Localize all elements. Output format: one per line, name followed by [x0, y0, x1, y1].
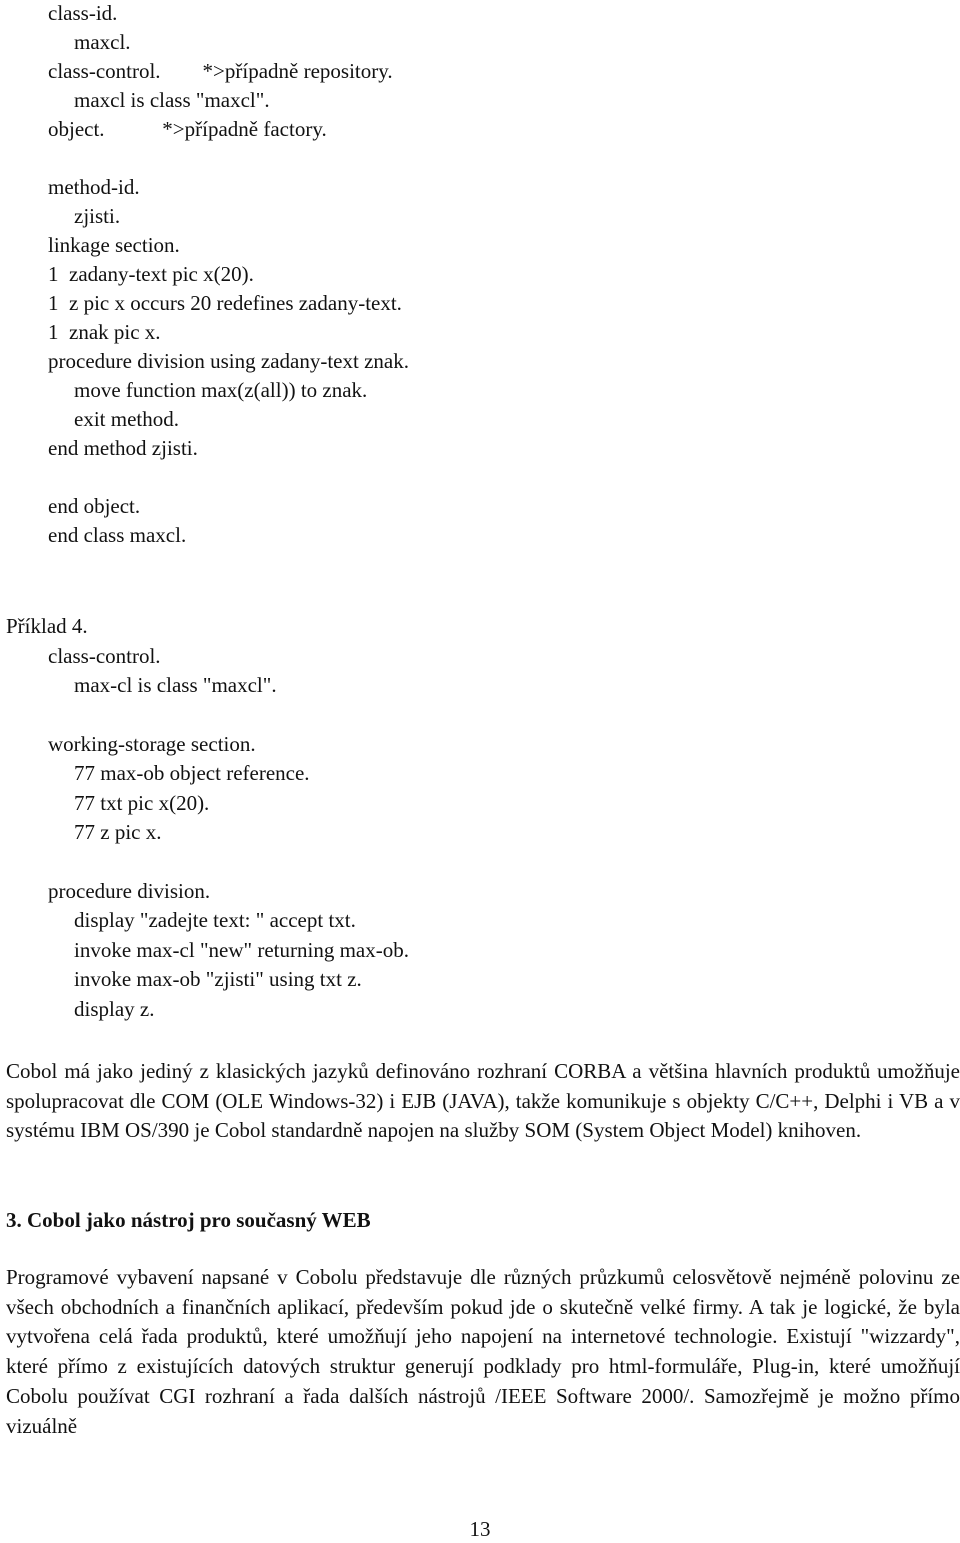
code-line: 77 z pic x. — [74, 820, 162, 844]
code-line: display z. — [74, 997, 155, 1021]
section-heading: 3. Cobol jako nástroj pro současný WEB — [6, 1208, 371, 1232]
paragraph-cobol-interfaces: Cobol má jako jediný z klasických jazyků definováno rozhraní CORBA a většina hlavních produktů umožňuje spolupracovat dle COM (OLE Windows-32) i EJB (JAVA), takže komunikuje s objekty C/C++, Delphi i VB a v systému IBM OS/390 je Cobol standardně napojen na služby SOM (System Object Model) knihoven. — [6, 1059, 960, 1143]
code-line: display "zadejte text: " accept txt. — [74, 908, 356, 932]
page-number: 13 — [469, 1517, 491, 1541]
code-line: end object. — [48, 494, 141, 518]
code-line: 1 zadany-text pic x(20). — [48, 262, 254, 286]
code-line: end method zjisti. — [48, 436, 198, 460]
code-line: move function max(z(all)) to znak. — [74, 378, 368, 402]
code-line: 1 znak pic x. — [48, 320, 161, 344]
code-line: linkage section. — [48, 233, 180, 257]
code-line: class-control. — [48, 644, 161, 668]
code-line: 77 txt pic x(20). — [74, 791, 210, 815]
code-line: 1 z pic x occurs 20 redefines zadany-text. — [48, 291, 402, 315]
code-line: class-control. *>případně repository. — [48, 59, 393, 83]
code-line: end class maxcl. — [48, 523, 187, 547]
code-line: maxcl. — [74, 30, 131, 54]
code-line: class-id. — [48, 1, 118, 25]
code-line: max-cl is class "maxcl". — [74, 673, 277, 697]
code-line: invoke max-ob "zjisti" using txt z. — [74, 967, 362, 991]
code-line: zjisti. — [74, 204, 121, 228]
code-line: procedure division using zadany-text znak. — [48, 349, 409, 373]
code-line: exit method. — [74, 407, 179, 431]
example-label: Příklad 4. — [6, 614, 88, 638]
code-line: invoke max-cl "new" returning max-ob. — [74, 938, 409, 962]
code-line: working-storage section. — [48, 732, 256, 756]
code-line: object. *>případně factory. — [48, 117, 327, 141]
code-line: procedure division. — [48, 879, 211, 903]
paragraph-cobol-web: Programové vybavení napsané v Cobolu představuje dle různých průzkumů celosvětově nejméně polovinu ze všech obchodních a finančních aplikací, především pokud jde o skutečně velké firmy. A tak je logické, že byla vytvořena celá řada produktů, které umožňují jeho napojení na internetové technologie. Existují "wizzardy", které přímo z existujících datových struktur generují podklady pro html-formuláře, Plug-in, které umožňují Cobolu používat CGI rozhraní a řada dalších nástrojů /IEEE Software 2000/. Samozřejmě je možno přímo vizuálně — [6, 1265, 960, 1438]
code-line: 77 max-ob object reference. — [74, 761, 310, 785]
code-line: maxcl is class "maxcl". — [74, 88, 270, 112]
code-line: method-id. — [48, 175, 140, 199]
